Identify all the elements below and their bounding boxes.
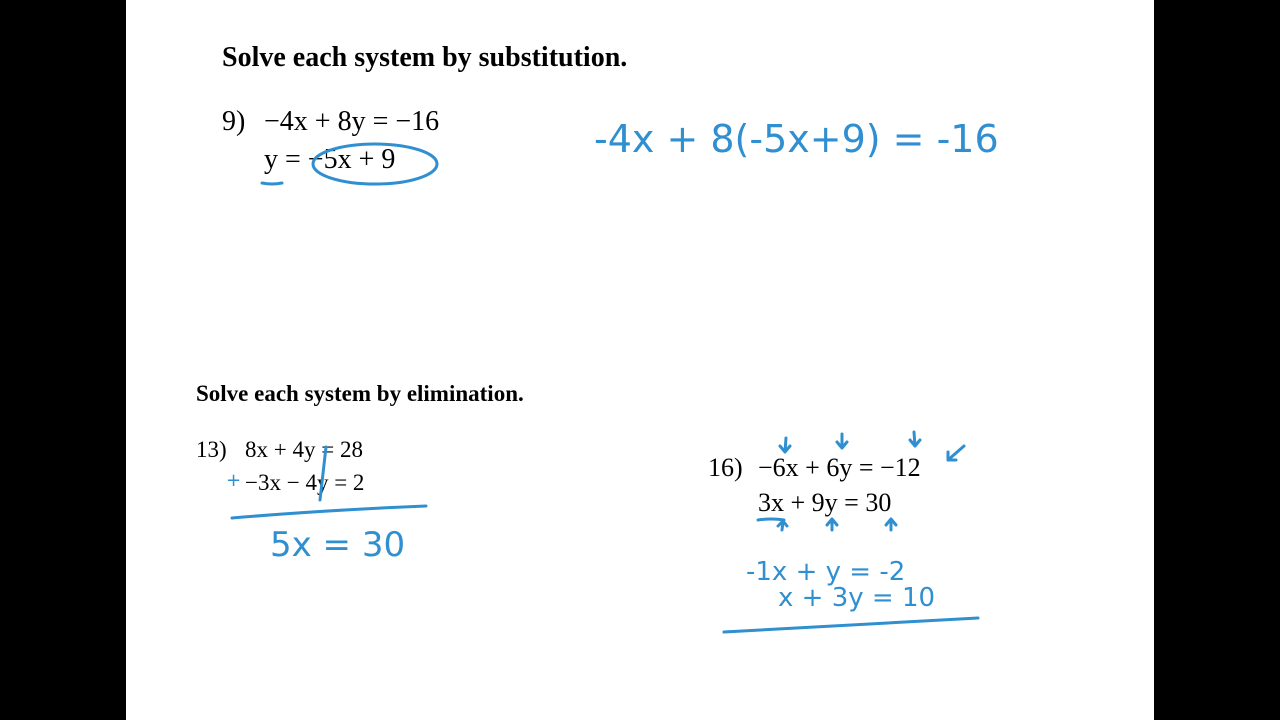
arrow-down-icon bbox=[837, 434, 847, 448]
arrow-up-icon bbox=[778, 521, 787, 530]
handwritten-16-eq1: -1x + y = -2 bbox=[746, 557, 906, 587]
elimination-heading: Solve each system by elimination. bbox=[196, 381, 524, 406]
worksheet-page bbox=[126, 0, 1154, 720]
problem-9-equation-1: −4x + 8y = −16 bbox=[264, 106, 440, 137]
handwritten-substitution: -4x + 8(-5x+9) = -16 bbox=[594, 117, 999, 161]
slash-stroke bbox=[320, 447, 326, 500]
handwritten-sum-13: 5x = 30 bbox=[270, 525, 406, 565]
problem-16-equation-1: −6x + 6y = −12 bbox=[758, 453, 921, 482]
problem-13-number: 13) bbox=[196, 437, 227, 462]
problem-9-number: 9) bbox=[222, 106, 246, 137]
problem-16-equation-2: 3x + 9y = 30 bbox=[758, 488, 892, 517]
handwriting-layer bbox=[126, 0, 1154, 720]
arrow-up-icon bbox=[886, 519, 896, 530]
substitution-heading: Solve each system by substitution. bbox=[222, 42, 628, 73]
underline-stroke bbox=[262, 183, 282, 184]
problem-9-equation-2: y = −5x + 9 bbox=[264, 144, 396, 175]
sum-line bbox=[232, 506, 426, 518]
arrow-up-icon bbox=[827, 519, 837, 530]
sum-line bbox=[724, 618, 978, 632]
handwritten-plus: + bbox=[226, 470, 242, 491]
problem-16-number: 16) bbox=[708, 453, 743, 482]
arrow-down-icon bbox=[910, 432, 920, 446]
underline-stroke bbox=[758, 519, 784, 520]
arrow-down-icon bbox=[780, 438, 790, 452]
problem-13-equation-2: −3x − 4y = 2 bbox=[245, 470, 365, 495]
circle-annotation bbox=[313, 144, 437, 184]
handwritten-16-eq2: x + 3y = 10 bbox=[778, 583, 936, 613]
problem-13-equation-1: 8x + 4y = 28 bbox=[245, 437, 363, 462]
arrow-left-icon bbox=[948, 446, 964, 460]
